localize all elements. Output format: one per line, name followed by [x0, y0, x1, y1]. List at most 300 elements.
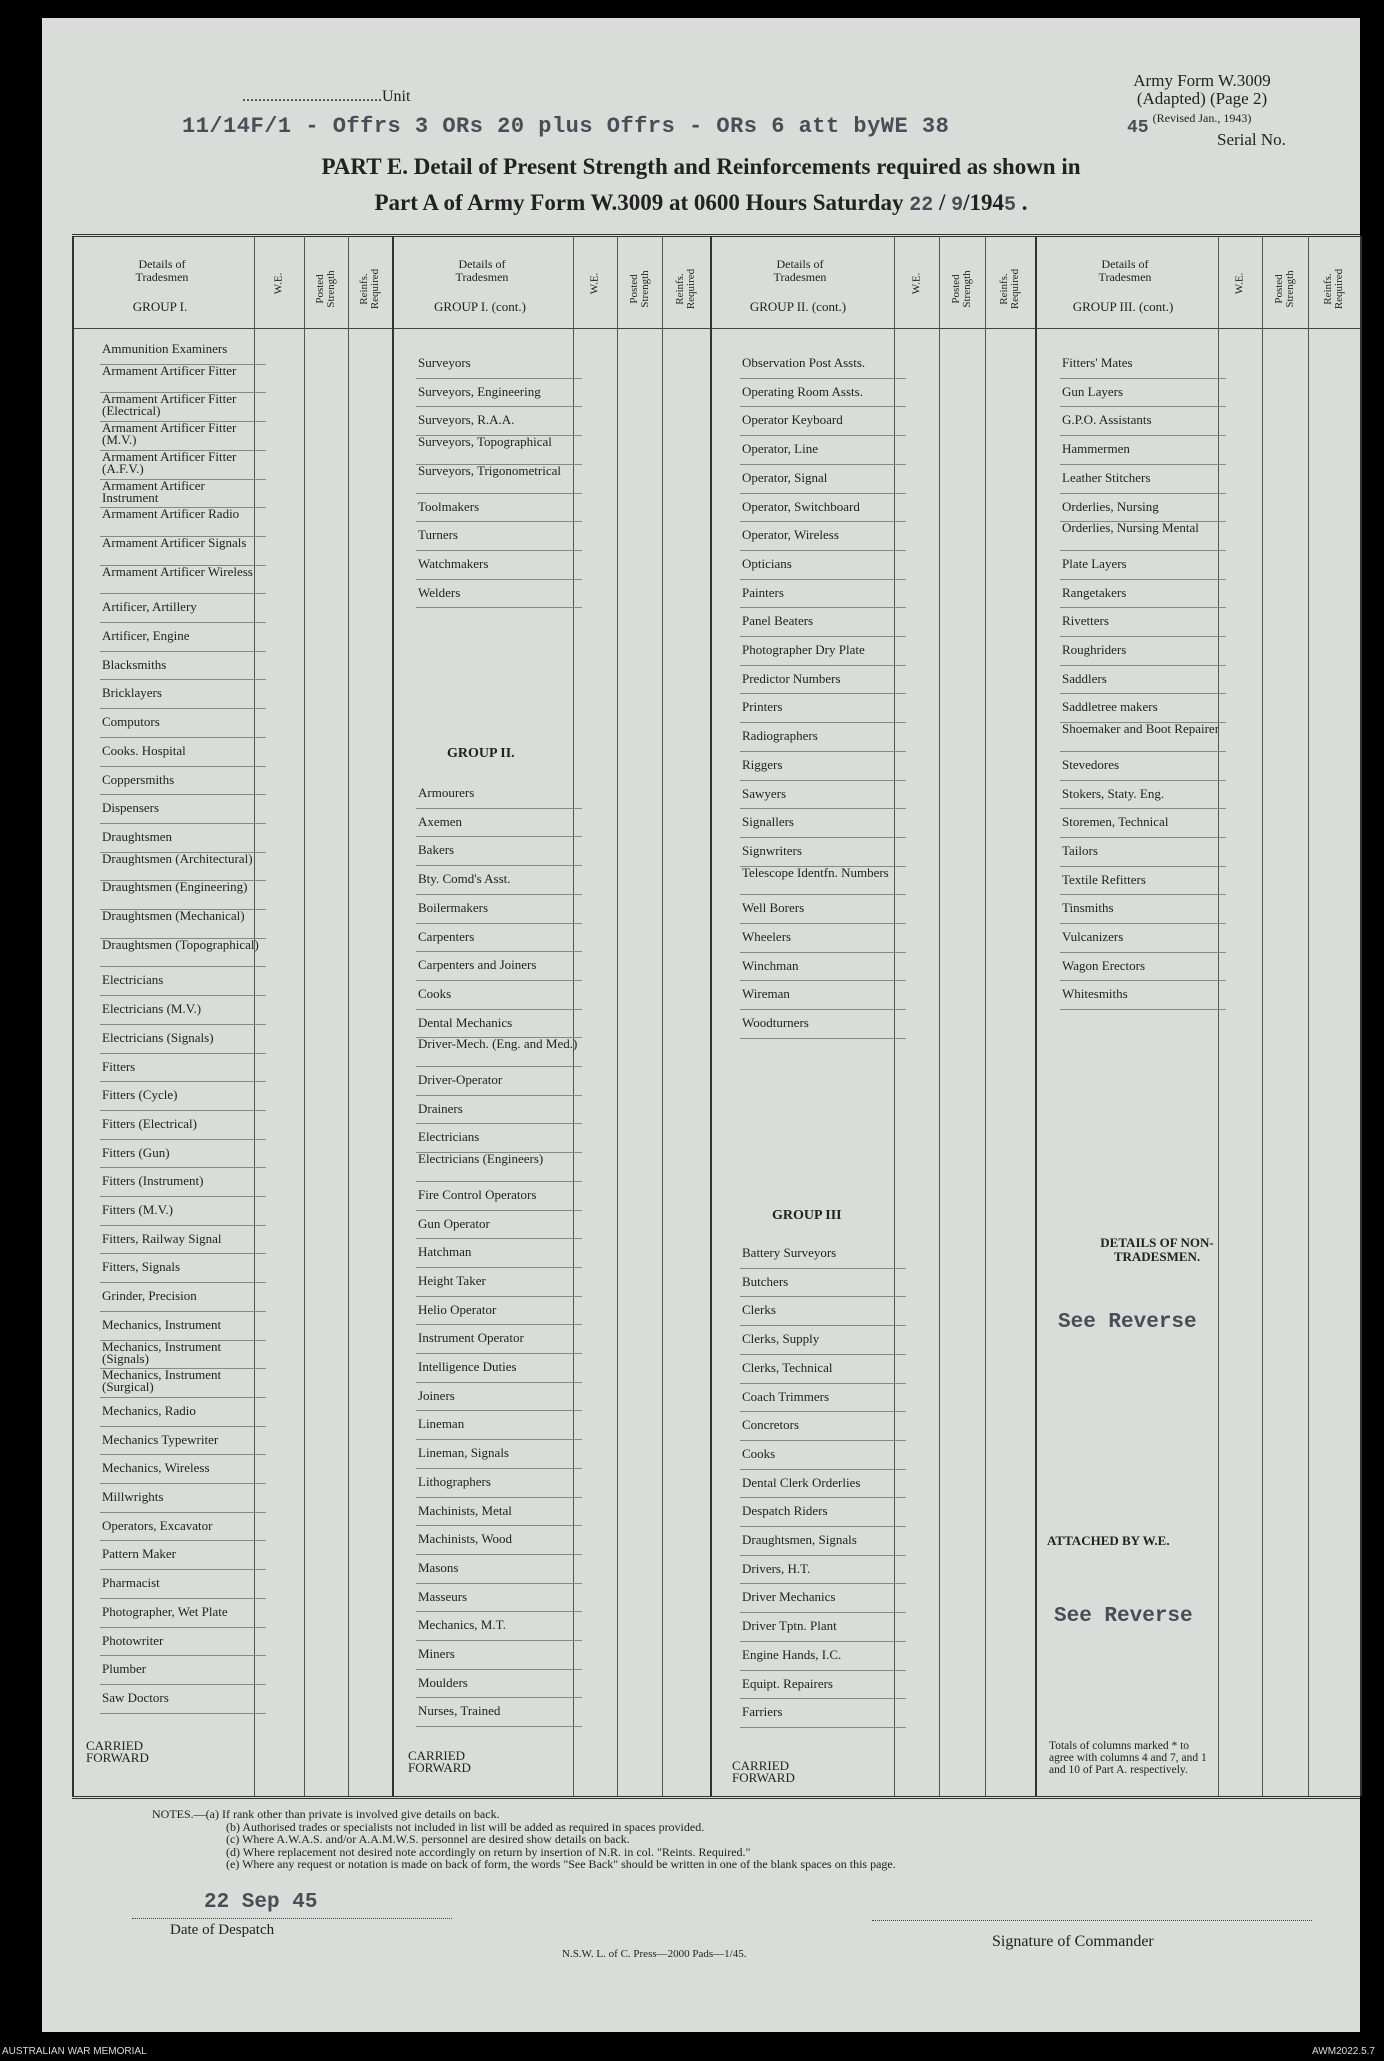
- list-item: Saddletree makers: [1062, 699, 1158, 715]
- row-divider: [100, 1139, 266, 1140]
- list-item: Radiographers: [742, 728, 818, 744]
- table-top-border: [72, 234, 1360, 237]
- list-item: Storemen, Technical: [1062, 814, 1169, 830]
- list-item: Miners: [418, 1646, 455, 1661]
- posted-header: Posted Strength: [1273, 270, 1296, 308]
- list-item: Predictor Numbers: [742, 670, 841, 686]
- list-item: Fitters, Signals: [102, 1259, 181, 1275]
- row-divider: [740, 1555, 906, 1556]
- list-item: Axemen: [418, 813, 463, 829]
- list-item: Driver-Operator: [418, 1072, 503, 1087]
- row-divider: [1060, 837, 1226, 838]
- grid-col-line: [710, 236, 712, 1796]
- list-item: Orderlies, Nursing Mental: [1062, 520, 1199, 536]
- list-item: Watchmakers: [418, 555, 489, 571]
- date-day: 22: [909, 194, 934, 217]
- row-divider: [740, 1440, 906, 1441]
- row-divider: [100, 1569, 266, 1570]
- list-item: Armament Artificer Signals: [102, 534, 247, 550]
- list-item: Draughtsmen (Topographical): [102, 936, 259, 952]
- list-item: Shoemaker and Boot Repairer: [1062, 721, 1220, 737]
- row-divider: [740, 693, 906, 694]
- list-item: Helio Operator: [418, 1301, 497, 1317]
- row-divider: [1060, 493, 1226, 494]
- posted-header: Posted Strength: [627, 270, 651, 308]
- row-divider: [740, 1641, 906, 1642]
- list-item: Electricians: [418, 1129, 480, 1145]
- grid-col-line: [304, 236, 305, 1796]
- list-item: Clerks, Technical: [742, 1359, 833, 1375]
- form-revised: (Revised Jan., 1943): [1152, 111, 1252, 125]
- list-item: Turners: [418, 527, 458, 543]
- unit-label: ...................................Unit: [242, 88, 411, 105]
- list-item: Dental Clerk Orderlies: [742, 1474, 861, 1490]
- list-item: Millwrights: [102, 1489, 164, 1504]
- despatch-stamp: 22 Sep 45: [204, 1891, 318, 1914]
- list-item: Fitters (Gun): [102, 1144, 170, 1160]
- list-item: Nurses, Trained: [418, 1703, 501, 1719]
- row-divider: [740, 406, 906, 407]
- list-item: Clerks, Supply: [742, 1331, 820, 1347]
- row-divider: [1060, 693, 1226, 694]
- details-header: Details of Tradesmen: [1098, 257, 1152, 284]
- we-header: W.E.: [910, 272, 922, 295]
- list-item: Coppersmiths: [102, 771, 175, 787]
- posted-header: Posted Strength: [314, 270, 337, 308]
- signature-line: [872, 1920, 1312, 1921]
- list-item: Mechanics, Instrument (Surgical): [102, 1367, 222, 1395]
- grid-col-line: [662, 236, 663, 1796]
- row-divider: [416, 1009, 582, 1010]
- posted-header: Posted Strength: [950, 270, 973, 308]
- group-header: GROUP I. (cont.): [434, 299, 526, 314]
- date-month: 9: [951, 194, 964, 217]
- list-item: Ammunition Examiners: [102, 341, 228, 356]
- list-item: Tailors: [1062, 842, 1098, 858]
- list-item: Battery Surveyors: [742, 1245, 837, 1260]
- list-item: Mechanics, Wireless: [102, 1460, 210, 1476]
- list-item: Plate Layers: [1062, 555, 1127, 571]
- row-divider: [1060, 378, 1226, 379]
- row-divider: [100, 1024, 266, 1025]
- list-item: Armament Artificer Instrument: [102, 477, 205, 505]
- list-item: Vulcanizers: [1062, 929, 1124, 944]
- list-item: Well Borers: [742, 900, 805, 916]
- list-item: Mechanics Typewriter: [102, 1431, 219, 1447]
- list-item: Electricians (Signals): [102, 1029, 214, 1045]
- list-item: Textile Refitters: [1062, 871, 1146, 887]
- date-year-suffix: 5: [1004, 194, 1017, 217]
- list-item: Operator, Wireless: [742, 527, 839, 543]
- list-item: Armament Artificer Radio: [102, 506, 240, 522]
- list-item: Blacksmiths: [102, 656, 167, 672]
- form-adapted: (Adapted) (Page 2): [1136, 89, 1268, 108]
- list-item: Fitters' Mates: [1062, 355, 1133, 370]
- list-item: Photographer Dry Plate: [742, 642, 865, 657]
- list-item: Mechanics, Instrument: [102, 1316, 222, 1332]
- row-divider: [1060, 665, 1226, 666]
- list-item: Electricians: [102, 972, 164, 988]
- list-item: Photowriter: [102, 1632, 164, 1648]
- row-divider: [740, 780, 906, 781]
- list-item: Artificer, Engine: [102, 628, 190, 643]
- page-title-line1: PART E. Detail of Present Strength and Reinforcements required as shown in: [321, 154, 1081, 179]
- credit-left: AUSTRALIAN WAR MEMORIAL: [2, 2046, 147, 2057]
- list-item: Gun Operator: [418, 1215, 490, 1231]
- signature-label: Signature of Commander: [992, 1933, 1154, 1950]
- list-item: Intelligence Duties: [418, 1359, 517, 1374]
- row-divider: [100, 1081, 266, 1082]
- list-item: Rangetakers: [1062, 584, 1127, 600]
- list-item: Saw Doctors: [102, 1689, 169, 1705]
- list-item: Bty. Comd's Asst.: [418, 871, 511, 887]
- row-divider: [740, 1583, 906, 1584]
- list-item: Operators, Excavator: [102, 1517, 213, 1533]
- row-divider: [1060, 952, 1226, 953]
- row-divider: [416, 607, 582, 608]
- list-item: Surveyors, Engineering: [418, 383, 541, 399]
- row-divider: [416, 550, 582, 551]
- non-tradesmen-stamp: See Reverse: [1058, 1311, 1197, 1334]
- row-divider: [100, 593, 266, 594]
- list-item: Panel Beaters: [742, 613, 814, 629]
- grid-col-line: [939, 236, 940, 1796]
- row-divider: [100, 737, 266, 738]
- row-divider: [740, 1009, 906, 1010]
- table-bottom-border: [72, 1796, 1360, 1799]
- we-header: W.E.: [272, 272, 285, 295]
- list-item: Surveyors, Topographical: [418, 434, 552, 450]
- row-divider: [100, 651, 266, 652]
- list-item: Moulders: [418, 1674, 468, 1690]
- row-divider: [416, 894, 582, 895]
- list-item: Armourers: [418, 785, 475, 800]
- list-item: Saddlers: [1062, 670, 1107, 686]
- row-divider: [740, 493, 906, 494]
- serial-label: Serial No.: [1217, 130, 1286, 149]
- list-item: Cooks: [418, 985, 452, 1001]
- credit-right: AWM2022.5.7: [1312, 2046, 1375, 2057]
- details-header: Details of Tradesmen: [135, 257, 189, 284]
- list-item: Drainers: [418, 1100, 463, 1116]
- list-item: Farriers: [742, 1704, 783, 1720]
- list-item: Coach Trimmers: [742, 1388, 830, 1404]
- row-divider: [740, 1411, 906, 1412]
- list-item: Clerks: [742, 1302, 776, 1318]
- group-ii-label: GROUP II.: [447, 746, 515, 761]
- list-item: Fitters (Electrical): [102, 1115, 197, 1131]
- carried-forward-3: CARRIED FORWARD: [732, 1758, 795, 1785]
- list-item: Operating Room Assts.: [742, 383, 863, 399]
- list-item: Machinists, Metal: [418, 1502, 512, 1518]
- list-item: Pharmacist: [102, 1575, 160, 1591]
- row-divider: [100, 1483, 266, 1484]
- row-divider: [416, 1669, 582, 1670]
- row-divider: [740, 1325, 906, 1326]
- list-item: Fitters (Instrument): [102, 1173, 204, 1189]
- list-item: Joiners: [418, 1387, 455, 1403]
- list-item: Mechanics, Radio: [102, 1402, 196, 1418]
- list-item: Telescope Identfn. Numbers: [742, 864, 889, 880]
- row-divider: [416, 1554, 582, 1555]
- list-item: Pattern Maker: [102, 1546, 177, 1562]
- list-item: Instrument Operator: [418, 1330, 524, 1346]
- list-item: Cooks: [742, 1445, 776, 1461]
- printer-line: N.S.W. L. of C. Press—2000 Pads—1/45.: [562, 1948, 747, 1960]
- list-item: Masons: [418, 1559, 459, 1575]
- row-divider: [416, 1697, 582, 1698]
- row-divider: [416, 951, 582, 952]
- grid-col-line: [1308, 236, 1309, 1796]
- row-divider: [740, 464, 906, 465]
- list-item: Signwriters: [742, 842, 802, 858]
- row-divider: [416, 1123, 582, 1124]
- despatch-line: [132, 1918, 452, 1919]
- note-line: (d) Where replacement not desired note accordingly on return by insertion of N.R. in col. "Reints. Required.": [226, 1844, 751, 1859]
- row-divider: [740, 1383, 906, 1384]
- row-divider: [1060, 579, 1226, 580]
- list-item: Fitters, Railway Signal: [102, 1230, 222, 1246]
- list-item: Observation Post Assts.: [742, 355, 866, 370]
- row-divider: [100, 966, 266, 967]
- row-divider: [1060, 866, 1226, 867]
- row-divider: [416, 1296, 582, 1297]
- reinfs-header: Reinfs. Required: [998, 268, 1021, 310]
- list-item: Opticians: [742, 555, 792, 571]
- list-item: Bakers: [418, 842, 455, 858]
- row-divider: [100, 1282, 266, 1283]
- list-item: Lithographers: [418, 1473, 491, 1489]
- row-divider: [740, 1268, 906, 1269]
- non-tradesmen-title: DETAILS OF NON-TRADESMEN.: [1100, 1235, 1214, 1264]
- row-divider: [740, 1526, 906, 1527]
- row-divider: [1060, 808, 1226, 809]
- grid-col-line: [348, 236, 349, 1796]
- grid-col-line: [72, 236, 74, 1796]
- row-divider: [100, 1110, 266, 1111]
- list-item: Grinder, Precision: [102, 1288, 197, 1304]
- row-divider: [740, 579, 906, 580]
- list-item: Signallers: [742, 814, 794, 830]
- list-item: Armament Artificer Fitter (M.V.): [102, 420, 237, 448]
- row-divider: [740, 1038, 906, 1039]
- group-iii-label: GROUP III: [772, 1208, 842, 1223]
- row-divider: [416, 1238, 582, 1239]
- carried-forward-2: CARRIED FORWARD: [408, 1748, 471, 1775]
- row-divider: [416, 1439, 582, 1440]
- date-year-prefix: /194: [963, 190, 1005, 215]
- row-divider: [416, 1583, 582, 1584]
- reinfs-header: Reinfs. Required: [358, 268, 381, 310]
- list-item: Carpenters and Joiners: [418, 957, 537, 973]
- row-divider: [740, 665, 906, 666]
- row-divider: [740, 980, 906, 981]
- attached-title: ATTACHED BY W.E.: [1047, 1533, 1170, 1548]
- row-divider: [100, 1713, 266, 1714]
- list-item: Engine Hands, I.C.: [742, 1646, 842, 1662]
- row-divider: [416, 808, 582, 809]
- reinfs-header: Reinfs. Required: [674, 268, 697, 310]
- row-divider: [740, 607, 906, 608]
- row-divider: [100, 1053, 266, 1054]
- list-item: Wireman: [742, 986, 790, 1002]
- row-divider: [100, 708, 266, 709]
- row-divider: [100, 1225, 266, 1226]
- list-item: Operator, Switchboard: [742, 498, 860, 514]
- list-item: Mechanics, Instrument (Signals): [102, 1338, 222, 1366]
- we-header: W.E.: [588, 272, 601, 295]
- row-divider: [100, 1426, 266, 1427]
- list-item: Wagon Erectors: [1062, 957, 1146, 973]
- row-divider: [740, 636, 906, 637]
- list-item: Despatch Riders: [742, 1503, 828, 1519]
- list-item: Artificer, Artillery: [102, 599, 197, 615]
- row-divider: [1060, 464, 1226, 465]
- list-item: Rivetters: [1062, 613, 1109, 629]
- we-header: W.E.: [1233, 272, 1246, 295]
- list-item: Masseurs: [418, 1588, 468, 1604]
- list-item: Surveyors: [418, 355, 471, 370]
- row-divider: [100, 1540, 266, 1541]
- title-prefix: Part A of Army Form W.3009 at 0600 Hours Saturday: [374, 190, 904, 215]
- group-header: GROUP II. (cont.): [749, 299, 847, 314]
- row-divider: [416, 1468, 582, 1469]
- list-item: Lineman: [418, 1416, 465, 1432]
- list-item: Butchers: [742, 1273, 789, 1289]
- list-item: Fitters (Cycle): [102, 1087, 178, 1103]
- row-divider: [740, 1354, 906, 1355]
- reinfs-header: Reinfs. Required: [1322, 268, 1345, 310]
- list-item: Armament Artificer Fitter (Electrical): [102, 391, 237, 419]
- details-header: Details of Tradesmen: [455, 257, 509, 284]
- list-item: Orderlies, Nursing: [1062, 498, 1159, 514]
- grid-col-line: [985, 236, 986, 1796]
- list-item: Mechanics, M.T.: [418, 1617, 506, 1633]
- row-divider: [1060, 550, 1226, 551]
- list-item: G.P.O. Assistants: [1062, 412, 1152, 428]
- list-item: Riggers: [742, 756, 783, 772]
- row-divider: [1060, 607, 1226, 608]
- list-item: Roughriders: [1062, 642, 1127, 657]
- row-divider: [416, 1640, 582, 1641]
- row-divider: [416, 865, 582, 866]
- list-item: Fitters (M.V.): [102, 1202, 173, 1217]
- list-item: Carpenters: [418, 928, 475, 944]
- row-divider: [416, 1324, 582, 1325]
- row-divider: [416, 1267, 582, 1268]
- list-item: Draughtsmen (Engineering): [102, 879, 248, 895]
- list-item: Sawyers: [742, 785, 787, 801]
- list-item: Driver Tptn. Plant: [742, 1618, 837, 1634]
- list-item: Toolmakers: [418, 498, 480, 514]
- grid-col-line: [617, 236, 618, 1796]
- list-item: Armament Artificer Fitter (A.F.V.): [102, 448, 237, 476]
- list-item: Tinsmiths: [1062, 900, 1114, 916]
- row-divider: [100, 1598, 266, 1599]
- row-divider: [416, 836, 582, 837]
- list-item: Winchman: [742, 957, 799, 973]
- row-divider: [416, 493, 582, 494]
- row-divider: [416, 1353, 582, 1354]
- list-item: Concretors: [742, 1417, 800, 1433]
- note-line: (e) Where any request or notation is made on back of form, the words "See Back" should be written in one of the blank spaces on this page.: [226, 1857, 896, 1871]
- row-divider: [100, 622, 266, 623]
- list-item: Draughtsmen: [102, 828, 173, 844]
- carried-forward-1: CARRIED FORWARD: [86, 1738, 149, 1765]
- list-item: Wheelers: [742, 929, 792, 944]
- row-divider: [1060, 894, 1226, 895]
- row-divider: [416, 1210, 582, 1211]
- list-item: Cooks. Hospital: [102, 742, 186, 758]
- row-divider: [100, 1512, 266, 1513]
- list-item: Stevedores: [1062, 756, 1120, 772]
- list-item: Gun Layers: [1062, 383, 1124, 399]
- row-divider: [1060, 923, 1226, 924]
- row-divider: [740, 1296, 906, 1297]
- list-item: Surveyors, R.A.A.: [418, 412, 515, 428]
- row-divider: [1060, 435, 1226, 436]
- list-item: Welders: [418, 584, 461, 600]
- details-header: Details of Tradesmen: [773, 257, 827, 284]
- row-divider: [416, 406, 582, 407]
- row-divider: [416, 1181, 582, 1182]
- list-item: Painters: [742, 584, 784, 600]
- list-item: Fitters: [102, 1058, 136, 1074]
- group-header: GROUP I.: [132, 299, 188, 314]
- form-sheet: [42, 18, 1360, 2032]
- list-item: Driver Mechanics: [742, 1589, 836, 1605]
- row-divider: [416, 1611, 582, 1612]
- row-divider: [100, 766, 266, 767]
- row-divider: [1060, 406, 1226, 407]
- row-divider: [740, 1612, 906, 1613]
- row-divider: [740, 1670, 906, 1671]
- row-divider: [740, 1469, 906, 1470]
- page-title-line2: Part A of Army Form W.3009 at 0600 Hours Saturday 22 / 9/1945 .: [374, 190, 1028, 217]
- row-divider: [740, 837, 906, 838]
- row-divider: [740, 550, 906, 551]
- row-divider: [740, 923, 906, 924]
- list-item: Computors: [102, 714, 160, 730]
- list-item: Printers: [742, 699, 783, 715]
- list-item: Electricians (M.V.): [102, 1001, 202, 1017]
- row-divider: [416, 1095, 582, 1096]
- note-line: NOTES.—(a) If rank other than private is involved give details on back.: [152, 1807, 500, 1821]
- list-item: Fire Control Operators: [418, 1186, 537, 1202]
- row-divider: [740, 521, 906, 522]
- list-item: Photographer, Wet Plate: [102, 1603, 228, 1619]
- row-divider: [100, 794, 266, 795]
- list-item: Operator Keyboard: [742, 412, 843, 428]
- list-item: Plumber: [102, 1661, 147, 1677]
- row-divider: [740, 722, 906, 723]
- row-divider: [416, 1382, 582, 1383]
- grid-col-line: [1360, 236, 1362, 1796]
- list-item: Whitesmiths: [1062, 986, 1128, 1002]
- row-divider: [100, 1196, 266, 1197]
- row-divider: [740, 378, 906, 379]
- row-divider: [416, 1525, 582, 1526]
- list-item: Operator, Line: [742, 441, 819, 457]
- row-divider: [100, 1684, 266, 1685]
- grid-col-line: [1262, 236, 1263, 1796]
- list-item: Woodturners: [742, 1015, 809, 1031]
- row-divider: [416, 1726, 582, 1727]
- list-item: Equipt. Repairers: [742, 1675, 833, 1691]
- row-divider: [416, 378, 582, 379]
- row-divider: [416, 1410, 582, 1411]
- serial-stamp: 45: [1127, 118, 1149, 138]
